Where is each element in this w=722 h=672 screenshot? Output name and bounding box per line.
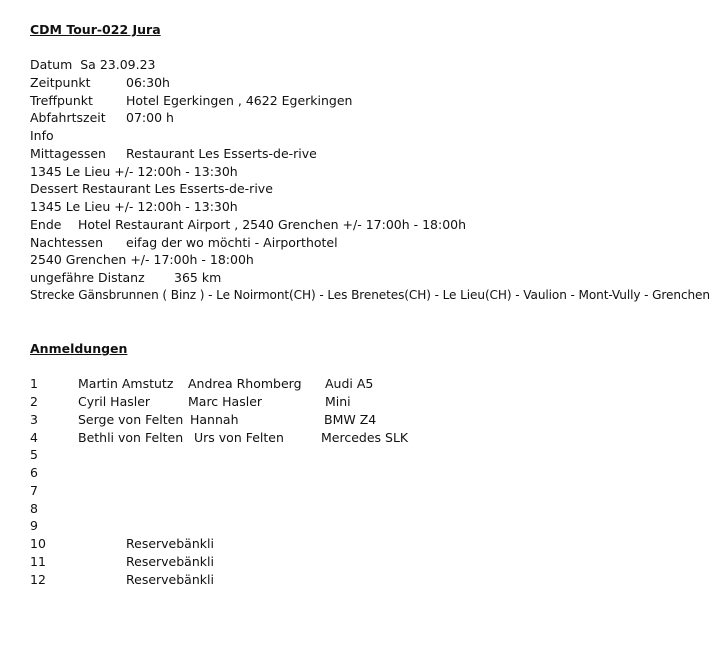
reserve-label: Reservebänkli (126, 572, 214, 587)
driver-name: Bethli von Felten (78, 430, 184, 445)
treffpunkt-value: Hotel Egerkingen , 4622 Egerkingen (126, 93, 353, 108)
registration-row (30, 500, 38, 517)
abfahrt-value: 07:00 h (126, 110, 174, 125)
row-number: 3 (30, 412, 38, 427)
row-number: 6 (30, 465, 38, 480)
row-number: 8 (30, 501, 38, 516)
ende-value: Hotel Restaurant Airport , 2540 Grenchen +/- 17:00h - 18:00h (78, 217, 467, 232)
row-number: 12 (30, 572, 46, 587)
distanz-value: 365 km (174, 270, 222, 285)
reserve-label: Reservebänkli (126, 536, 214, 551)
treffpunkt-label: Treffpunkt (30, 93, 93, 108)
ende-label: Ende (30, 217, 62, 232)
passenger-name: Hannah (190, 412, 239, 427)
car-model: Mercedes SLK (321, 430, 409, 445)
registration-row (30, 553, 214, 570)
row-number: 1 (30, 376, 38, 391)
passenger-name: Marc Hasler (188, 394, 263, 409)
nacht-location: 2540 Grenchen +/- 17:00h - 18:00h (30, 252, 254, 267)
car-model: Mini (325, 394, 351, 409)
mittag-value: Restaurant Les Esserts-de-rive (126, 146, 317, 161)
mittag-label: Mittagessen (30, 146, 106, 161)
row-number: 10 (30, 536, 46, 551)
nacht-label: Nachtessen (30, 235, 104, 250)
strecke-value: Gänsbrunnen ( Binz ) - Le Noirmont(CH) - Les Brenetes(CH) - Le Lieu(CH) - Vaulion - Mont-Vully - Grenchen (78, 288, 710, 302)
datum-label: Datum (30, 57, 73, 72)
passenger-name: Urs von Felten (194, 430, 284, 445)
row-number: 5 (30, 447, 38, 462)
row-number: 2 (30, 394, 38, 409)
detail-dessert: Dessert Restaurant Les Esserts-de-rive (30, 181, 273, 196)
mittag-location: 1345 Le Lieu +/- 12:00h - 13:30h (30, 164, 238, 179)
car-model: BMW Z4 (324, 412, 377, 427)
passenger-name: Andrea Rhomberg (188, 376, 302, 391)
registration-row (30, 517, 38, 534)
registrations-heading: Anmeldungen (30, 341, 128, 356)
distanz-label: ungefähre Distanz (30, 270, 145, 285)
detail-distanz (30, 269, 222, 286)
detail-info: Info (30, 128, 54, 143)
page-title: CDM Tour-022 Jura (30, 22, 161, 37)
detail-strecke (30, 287, 710, 304)
dessert-location: 1345 Le Lieu +/- 12:00h - 13:30h (30, 199, 238, 214)
registration-row (30, 375, 374, 392)
registration-row (30, 571, 214, 588)
nacht-value: eifag der wo möchti - Airporthotel (126, 235, 338, 250)
detail-treffpunkt (30, 92, 353, 109)
row-number: 9 (30, 518, 38, 533)
detail-zeitpunkt (30, 74, 170, 91)
detail-mittag (30, 145, 317, 162)
zeitpunkt-label: Zeitpunkt (30, 75, 91, 90)
detail-nachtessen (30, 234, 338, 251)
detail-abfahrt (30, 109, 174, 126)
registration-row (30, 393, 351, 410)
zeitpunkt-value: 06:30h (126, 75, 170, 90)
registration-row (30, 464, 38, 481)
registration-row (30, 535, 214, 552)
driver-name: Cyril Hasler (78, 394, 151, 409)
row-number: 7 (30, 483, 38, 498)
registration-row (30, 429, 409, 446)
driver-name: Martin Amstutz (78, 376, 174, 391)
registration-row (30, 411, 377, 428)
car-model: Audi A5 (325, 376, 374, 391)
abfahrt-label: Abfahrtszeit (30, 110, 106, 125)
reserve-label: Reservebänkli (126, 554, 214, 569)
registration-row (30, 446, 38, 463)
detail-datum (30, 56, 155, 73)
registration-row (30, 482, 38, 499)
row-number: 11 (30, 554, 46, 569)
datum-value: Sa 23.09.23 (80, 57, 156, 72)
row-number: 4 (30, 430, 38, 445)
detail-ende (30, 216, 467, 233)
driver-name: Serge von Felten (78, 412, 184, 427)
strecke-label: Strecke (30, 288, 75, 302)
